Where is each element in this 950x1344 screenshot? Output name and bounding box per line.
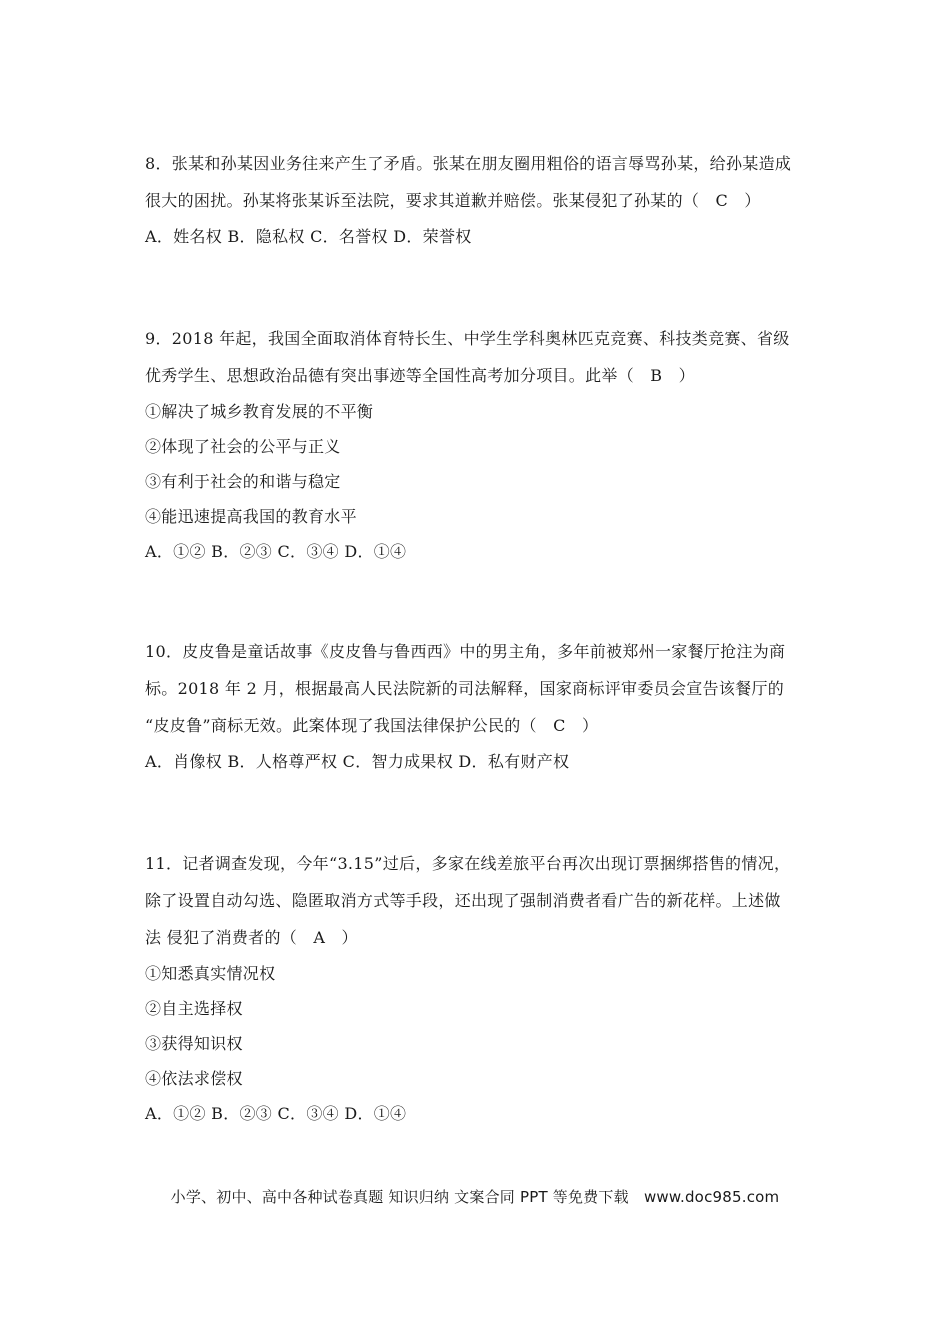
page-footer: 小学、初中、高中各种试卷真题 知识归纳 文案合同 PPT 等免费下载 www.doc985.com — [170, 1188, 780, 1206]
stem-line: 8．张某和孙某因业务往来产生了矛盾。张某在朋友圈用粗俗的语言辱骂孙某，给孙某造成 — [145, 154, 792, 173]
statement-item: ④依法求偿权 — [145, 1069, 243, 1088]
stem-line: “皮皮鲁”商标无效。此案体现了我国法律保护公民的（ C ） — [145, 716, 599, 735]
stem-line: 9．2018 年起，我国全面取消体育特长生、中学生学科奥林匹克竞赛、科技类竞赛、省级 — [145, 329, 790, 348]
question-stem — [145, 145, 815, 219]
answer-options: A．肖像权 B．人格尊严权 C．智力成果权 D．私有财产权 — [145, 752, 570, 771]
statement-item: ②自主选择权 — [145, 999, 243, 1018]
statement-item: ③获得知识权 — [145, 1034, 243, 1053]
stem-line: 标。2018 年 2 月，根据最高人民法院新的司法解释，国家商标评审委员会宣告该餐厅的 — [145, 679, 785, 698]
question-stem — [145, 320, 815, 394]
stem-line: 除了设置自动勾选、隐匿取消方式等手段，还出现了强制消费者看广告的新花样。上述做 — [145, 891, 781, 910]
question-stem — [145, 633, 815, 744]
statement-item: ④能迅速提高我国的教育水平 — [145, 507, 357, 526]
stem-line: 11．记者调查发现，今年“3.15”过后，多家在线差旅平台再次出现订票捆绑搭售的情况， — [145, 854, 791, 873]
question-10 — [145, 633, 815, 779]
stem-line: 法 侵犯了消费者的（ A ） — [145, 928, 358, 947]
question-9 — [145, 320, 815, 569]
answer-options: A．①② B．②③ C．③④ D．①④ — [145, 542, 407, 561]
statement-item: ①知悉真实情况权 — [145, 964, 276, 983]
question-11 — [145, 845, 815, 1131]
stem-line: 10．皮皮鲁是童话故事《皮皮鲁与鲁西西》中的男主角，多年前被郑州一家餐厅抢注为商 — [145, 642, 786, 661]
stem-line: 优秀学生、思想政治品德有突出事迹等全国性高考加分项目。此举（ B ） — [145, 366, 695, 385]
statement-item: ②体现了社会的公平与正义 — [145, 437, 341, 456]
answer-options: A．①② B．②③ C．③④ D．①④ — [145, 1104, 407, 1123]
statement-item: ③有利于社会的和谐与稳定 — [145, 472, 341, 491]
stem-line: 很大的困扰。孙某将张某诉至法院，要求其道歉并赔偿。张某侵犯了孙某的（ C ） — [145, 191, 761, 210]
question-stem — [145, 845, 815, 956]
question-8 — [145, 145, 815, 254]
statement-item: ①解决了城乡教育发展的不平衡 — [145, 402, 374, 421]
answer-options: A．姓名权 B．隐私权 C．名誉权 D．荣誉权 — [145, 227, 472, 246]
